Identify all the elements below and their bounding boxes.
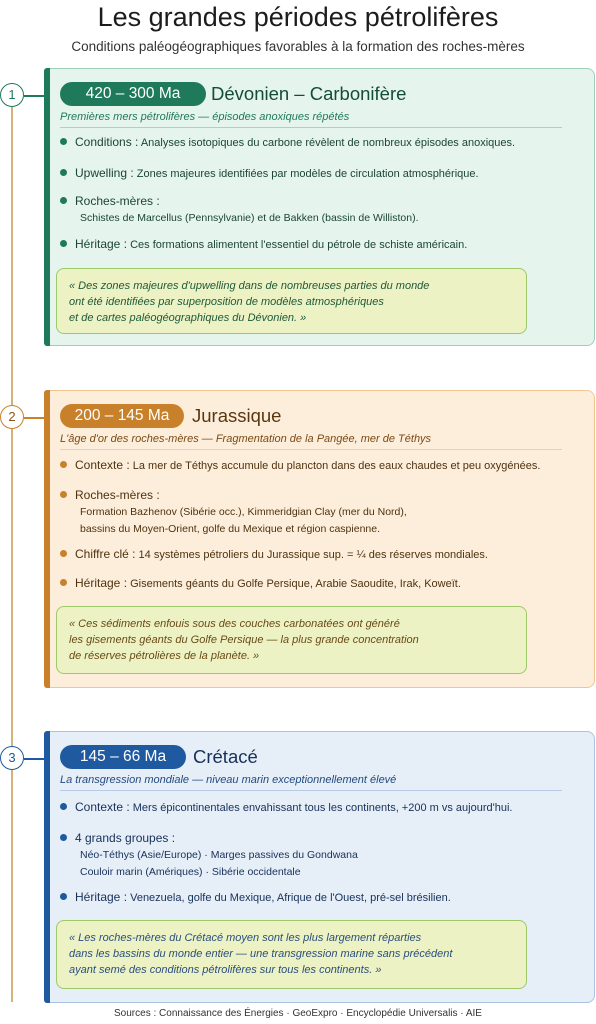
period-1-range-badge: 420 – 300 Ma [60, 82, 206, 106]
item-label: Chiffre clé : [75, 547, 136, 561]
sources-footer: Sources : Connaissance des Énergies · GeoExpro · Encyclopédie Universalis · AIE [114, 1008, 482, 1019]
period-1-name: Dévonien – Carbonifère [211, 83, 407, 104]
quote-line: « Des zones majeures d'upwelling dans de nombreuses parties du monde [69, 280, 430, 292]
period-2-quote [56, 606, 527, 674]
item-text: Analyses isotopiques du carbone révèlent de nombreux épisodes anoxiques. [140, 137, 516, 149]
item-detail-line: bassins du Moyen-Orient, golfe du Mexique et région caspienne. [80, 523, 381, 535]
period-2-number: 2 [0, 405, 24, 429]
bullet-icon [60, 550, 67, 557]
item-label: Conditions : [75, 135, 139, 149]
bullet-icon [60, 169, 67, 176]
period-3-item [60, 890, 451, 906]
item-detail-line: Couloir marin (Amériques) · Sibérie occidentale [80, 866, 301, 878]
period-3-divider [60, 790, 562, 791]
bullet-icon [60, 893, 67, 900]
item-label: Héritage : [75, 890, 128, 904]
bullet-icon [60, 197, 67, 204]
bullet-icon [60, 579, 67, 586]
item-text: Venezuela, golfe du Mexique, Afrique de l'Ouest, pré-sel brésilien. [130, 892, 451, 904]
bullet-icon [60, 803, 67, 810]
item-detail-line: Néo-Téthys (Asie/Europe) · Marges passives du Gondwana [80, 849, 358, 861]
period-2-range-badge: 200 – 145 Ma [60, 404, 184, 428]
quote-line: ayant semé des conditions pétrolifères sur tous les continents. » [69, 964, 382, 976]
quote-line: et de cartes paléogéographiques du Dévonien. » [69, 312, 307, 324]
page-title: Les grandes périodes pétrolifères [97, 2, 499, 32]
item-text: Ces formations alimentent l'essentiel du pétrole de schiste américain. [130, 239, 468, 251]
item-label: Héritage : [75, 237, 128, 251]
item-text: 14 systèmes pétroliers du Jurassique sup. = ¼ des réserves mondiales. [138, 549, 488, 561]
item-detail-line: Schistes de Marcellus (Pennsylvanie) et de Bakken (bassin de Williston). [80, 212, 419, 224]
item-detail-line: Formation Bazhenov (Sibérie occ.), Kimmeridgian Clay (mer du Nord), [80, 506, 407, 518]
period-2-name: Jurassique [192, 405, 282, 426]
item-label: Contexte : [75, 458, 130, 472]
bullet-icon [60, 138, 67, 145]
bullet-icon [60, 461, 67, 468]
period-1-number: 1 [0, 83, 24, 107]
period-1-quote [56, 268, 527, 334]
timeline-line [11, 104, 13, 1002]
period-1-card [44, 68, 595, 346]
quote-line: les gisements géants du Golfe Persique — la plus grande concentration [69, 634, 419, 646]
period-1-item [60, 194, 160, 210]
bullet-icon [60, 491, 67, 498]
item-text: Mers épicontinentales envahissant tous les continents, +200 m vs aujourd'hui. [132, 802, 513, 814]
item-text: La mer de Téthys accumule du plancton dans des eaux chaudes et peu oxygénées. [132, 460, 541, 472]
period-2-item [60, 547, 488, 563]
period-3-quote [56, 920, 527, 989]
period-2-accent-bar [44, 390, 50, 688]
page-subtitle: Conditions paléogéographiques favorables à la formation des roches-mères [71, 39, 525, 54]
item-label: Roches-mères : [75, 194, 160, 208]
bullet-icon [60, 834, 67, 841]
period-2-item [60, 576, 461, 592]
item-label: Upwelling : [75, 166, 134, 180]
period-2-card [44, 390, 595, 688]
period-1-item [60, 237, 467, 253]
period-3-name: Crétacé [193, 746, 258, 767]
item-label: 4 grands groupes : [75, 831, 176, 845]
quote-line: « Les roches-mères du Crétacé moyen sont les plus largement réparties [69, 932, 422, 944]
period-1-item [60, 166, 479, 182]
quote-line: ont été identifiées par superposition de modèles atmosphériques [69, 296, 384, 308]
quote-line: « Ces sédiments enfouis sous des couches carbonatées ont généré [69, 618, 400, 630]
period-3-card [44, 731, 595, 1003]
period-3-number: 3 [0, 746, 24, 770]
period-1-accent-bar [44, 68, 50, 346]
item-text: Gisements géants du Golfe Persique, Arabie Saoudite, Irak, Koweït. [130, 578, 461, 590]
period-3-connector [24, 758, 44, 760]
quote-line: de réserves pétrolières de la planète. » [69, 650, 260, 662]
period-2-tagline: L'âge d'or des roches-mères — Fragmentation de la Pangée, mer de Téthys [60, 433, 432, 445]
item-text: Zones majeures identifiées par modèles de circulation atmosphérique. [136, 168, 479, 180]
quote-line: dans les bassins du monde entier — une transgression marine sans précédent [69, 948, 453, 960]
period-1-divider [60, 127, 562, 128]
period-3-tagline: La transgression mondiale — niveau marin exceptionnellement élevé [60, 774, 397, 786]
bullet-icon [60, 240, 67, 247]
period-3-item [60, 800, 512, 816]
period-1-tagline: Premières mers pétrolifères — épisodes anoxiques répétés [60, 111, 350, 123]
item-label: Contexte : [75, 800, 130, 814]
item-label: Héritage : [75, 576, 128, 590]
item-label: Roches-mères : [75, 488, 160, 502]
period-3-range-badge: 145 – 66 Ma [60, 745, 186, 769]
period-1-item [60, 135, 515, 151]
period-2-item [60, 488, 160, 504]
period-1-connector [24, 95, 44, 97]
period-2-divider [60, 449, 562, 450]
period-3-accent-bar [44, 731, 50, 1003]
period-2-connector [24, 417, 44, 419]
period-2-item [60, 458, 540, 474]
period-3-item [60, 831, 175, 847]
